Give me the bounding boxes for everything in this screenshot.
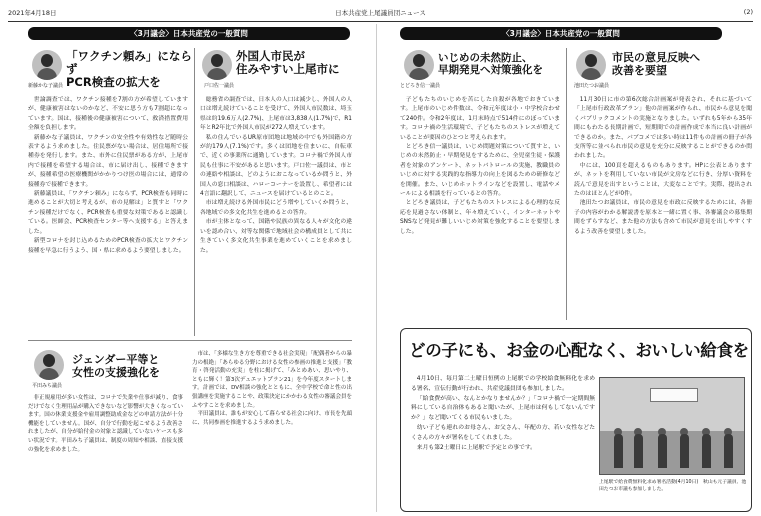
- article-body: [574, 96, 752, 237]
- paragraph: 新藤かな子議員は、ワクチンの安全性や有効性など随時公表するよう求めました。住民票がない場合は、居住場所で接種券を発行します。また、市外に住民票がある方が、上尾市内で接種を希望する場合は、市に届け出し、接種できますが、接種希望の医療機関がかかりつけ医の場合には、通常の接種券で接種できます。: [28, 134, 188, 188]
- paragraph: 平田議員は、誰もが安心して暮らせる社会に向け、市長を先頭に、共同参画を推進するよう求めました。: [192, 411, 352, 426]
- photo-caption: 新藤かな子議員: [28, 83, 64, 89]
- article-body: [28, 394, 183, 454]
- avatar-ikeda: [576, 50, 606, 80]
- column-divider: [194, 48, 195, 336]
- avatar-toguchi: [202, 50, 232, 80]
- column-divider: [566, 48, 567, 320]
- paragraph: 総務省の調査では、日本人の人口は減少し、外国人の人口は増え続けていることを受けて、外国人市民数は、埼玉県は約19.6万人(2.7%)、上尾市は3,838人(1.7%)で、R1年とR2年比で外国人市民が272人増えています。: [200, 97, 352, 132]
- article-body: [28, 96, 188, 256]
- paragraph: 新藤議員は、「ワクチン頼み」にならず、PCR検査も同時に進めることが大切と考えるが、市の見解は」と質すと「ワクチン接種だけでなく、PCR検査も重要な対策であると認識している。医師会、PCR検査センター等へ支援する」と答えました。: [28, 191, 188, 235]
- article-headline: [236, 50, 356, 76]
- page-center-divider: [376, 24, 377, 512]
- photo-caption: 平田みち議員: [32, 383, 63, 389]
- photo-caption: 池田たつお議員: [574, 83, 610, 89]
- paragraph: 「給食費が高い、なんとかなりませんか？」「コロナ禍で一定期間無料にしている自治体もあると聞いたが、上尾市は何もしてないんですか？」など聞いてくる市民もいました。: [411, 395, 595, 422]
- paragraph: 子どもたちのいじめを苦にした自殺が各地でおきています。上尾市のいじめ件数は、令和元年度は小・中学校合わせて240件。令和2年度は、1月末時点で514件にのぼっています。コロナ禍の生活環境で、子どもたちのストレスが増えていることが要因のひとつと考えられます。: [400, 97, 560, 141]
- headline-line: 「ワクチン頼み」にならず: [66, 49, 192, 77]
- photo-caption: 戸口佐一議員: [204, 83, 235, 89]
- callout-body: [411, 375, 595, 453]
- avatar-hirata: [34, 350, 64, 380]
- row-divider: [28, 340, 352, 341]
- campaign-banner: [650, 388, 698, 402]
- paragraph: 世論調査では、ワクチン接種を7割の方が希望していますが、健康被害はないのかなど、不安に思う方も7割超になっています。国は、接種後の健康被害について、救済措置費用全額を負担します。: [28, 97, 188, 132]
- paragraph: 幼い子ども連れのお母さん、お父さん、年配の方、若い女性などたくさんの方々が署名をしてくれました。: [411, 424, 595, 441]
- headline-line: 早期発見へ対策強化を: [438, 64, 543, 77]
- photo-caption: とどろき信一議員: [400, 83, 441, 89]
- headline-line: 住みやすい上尾市に: [236, 62, 340, 77]
- headline-line: いじめの未然防止、: [438, 52, 533, 64]
- page-header: [8, 8, 753, 20]
- paragraph: 私の住んでいるUR原市団地は地域の中でも外国籍の方が約179人(7.1%)です。多くは団地を住まいに、自転車で、近くの事業所に通勤しています。コロナ禍で外国人市民も仕事に不安があると思います。戸口佐一議員は、市との連絡や相談は、どのようにおこなっているか問うと、外国人の窓口相談は、ハローコーナーを設置し、希望者には4言語に翻訳して、ニュースを届けているとのこと。: [200, 134, 352, 198]
- headline-line: ジェンダー平等と: [72, 353, 160, 366]
- article-body: [200, 96, 352, 256]
- paragraph: 市は増え続ける外国市民にどう増やしていくか問うと、各地域での多文化共生を進めるとの答弁。: [200, 200, 352, 216]
- paragraph: 来月も第2土曜日に上尾駅で予定との事です。: [416, 444, 536, 451]
- article-headline: [438, 52, 568, 76]
- paragraph: 市は、「多様な生き方を尊重できる社会実現」「配偶者からの暴力の根絶」「あらゆる分野における女性の参画の推進と支援」「教育・啓発活動の充実」を柱に掲げて、「みとめあい、思いやり、ともに輝く！第3次デュエットプラン21」を今年度スタートします。計画では、DV相談の強化とともに、全中学校で命と性の出張講座を実施することや、政策決定にかかわる女性の審議会員をふやすことを求めました。: [192, 351, 352, 409]
- paragraph: とどろき議員は、子どもたちのストレスによる心理的な反応を見過さない体制と、年々増えていく、インターネットやSNSなど発見が難しいいじめ対策を強化することを要望しました。: [400, 200, 560, 235]
- article-body: [192, 350, 352, 427]
- headline-line: 市民の意見反映へ: [612, 51, 700, 64]
- paragraph: 4月10日、毎月第二土曜日恒例の上尾駅での学校給食無料化を求める署名、宣伝行動が行われ、共産党議員団も参加しました。: [411, 376, 595, 392]
- callout-headline: どの子にも、お金の心配なく、おいしい給食を: [409, 341, 749, 360]
- photo-caption: 上尾駅で給食費無料化求め署名活動(4月10日) 秋山も元子議員、池田たつお市議も参加しました。: [599, 480, 747, 492]
- paragraph: 池田たつお議員は、市民の意見を市政に反映するためには、各冊子の内容がわかる解説書を原本と一緒に置く事、各審議会の募集期間をずらすなど、また他の方法も含めて市民が意見を出しやすくするよう改善を要望しました。: [574, 200, 752, 235]
- paragraph: とどろき信一議員は、いじめ問題対策について質すと、いじめの未然防止・早期発見をするために、全児童生徒・保護者を対象のアンケート、ネットパトロールの実施、教職員のいじめに対する実践的な指導力の向上を図るための研修などを開催。また、いじめホットラインなどを設置し、電話やメールによる相談を行っているとの答弁。: [400, 144, 560, 198]
- headline-line: 外国人市民が: [236, 49, 305, 63]
- section-band-left: 〈3月議会〉日本共産党の一般質問: [28, 27, 350, 40]
- article-body: [400, 96, 560, 237]
- section-band-right: 〈3月議会〉日本共産党の一般質問: [400, 27, 722, 40]
- paragraph: 中には、100頁を超えるものもあります。HPに公表とありますが、ネットを利用していない市民が文房などに行き、分厚い資料を読んで意見を出すということは、大変なことです。実際、提出されたのはほとんどが0件。: [574, 162, 752, 198]
- newspaper-name: 日本共産党上尾議員団ニュース: [335, 9, 426, 17]
- headline-line: PCR検査の拡大を: [66, 75, 161, 90]
- article-headline: [66, 50, 196, 90]
- article-headline: [612, 52, 752, 77]
- lunch-campaign-box: [400, 328, 752, 512]
- campaign-photo: [599, 377, 745, 475]
- avatar-todoroki: [404, 50, 434, 80]
- article-headline: [72, 354, 182, 379]
- avatar-shindo: [32, 50, 62, 80]
- paragraph: 新型コロナを封じ込めるためのPCR検査の拡大とワクチン接種を早急に行うよう、国・県に求めるよう要望しました。: [28, 238, 188, 254]
- paragraph: 11月30日に市の第6次総合計画案が発表され、それに基づいて「上尾市行政改革プラン」他の計画案が作られ、市民から意見を聞くパブリックコメントの実施となりました。いずれも5年から35年間にもわたる長期計画で、短期間での計画作成で本当に良い計画ができるのか。また、パブコメでは多い時は11件もの計画の冊子が各支所等に並べられ市民の意見を充分に反映することができるのか問われました。: [574, 97, 752, 160]
- issue-date: 2021年4月18日: [8, 9, 57, 17]
- paragraph: 市が主体となって、国籍や民族の異なる人々が文化の違いを認め合い、対等な関係で地域社会の構成員として共に生きていく多文化共生事業を進めていくことを求めました。: [200, 219, 352, 254]
- headline-line: 改善を要望: [612, 63, 667, 77]
- paragraph: 非正規雇用が多い女性は、コロナで失業や仕事が減り、食事だけでなく生理用品が購入できないなど影響が大きくなっています。国の休業支援金や雇用調整助成金などの申請方法が十分機能をしていません。国が、自分で行動を起こせるよう改善されましたが、自分が給付金の対象と認識していないケースも多い状況です。平田みち子議員は、制度の周知や相談、直接支援の強化を求めました。: [28, 395, 183, 453]
- header-divider: [8, 21, 753, 22]
- headline-line: 女性の支援強化を: [72, 365, 160, 379]
- page-number: (2): [743, 8, 753, 16]
